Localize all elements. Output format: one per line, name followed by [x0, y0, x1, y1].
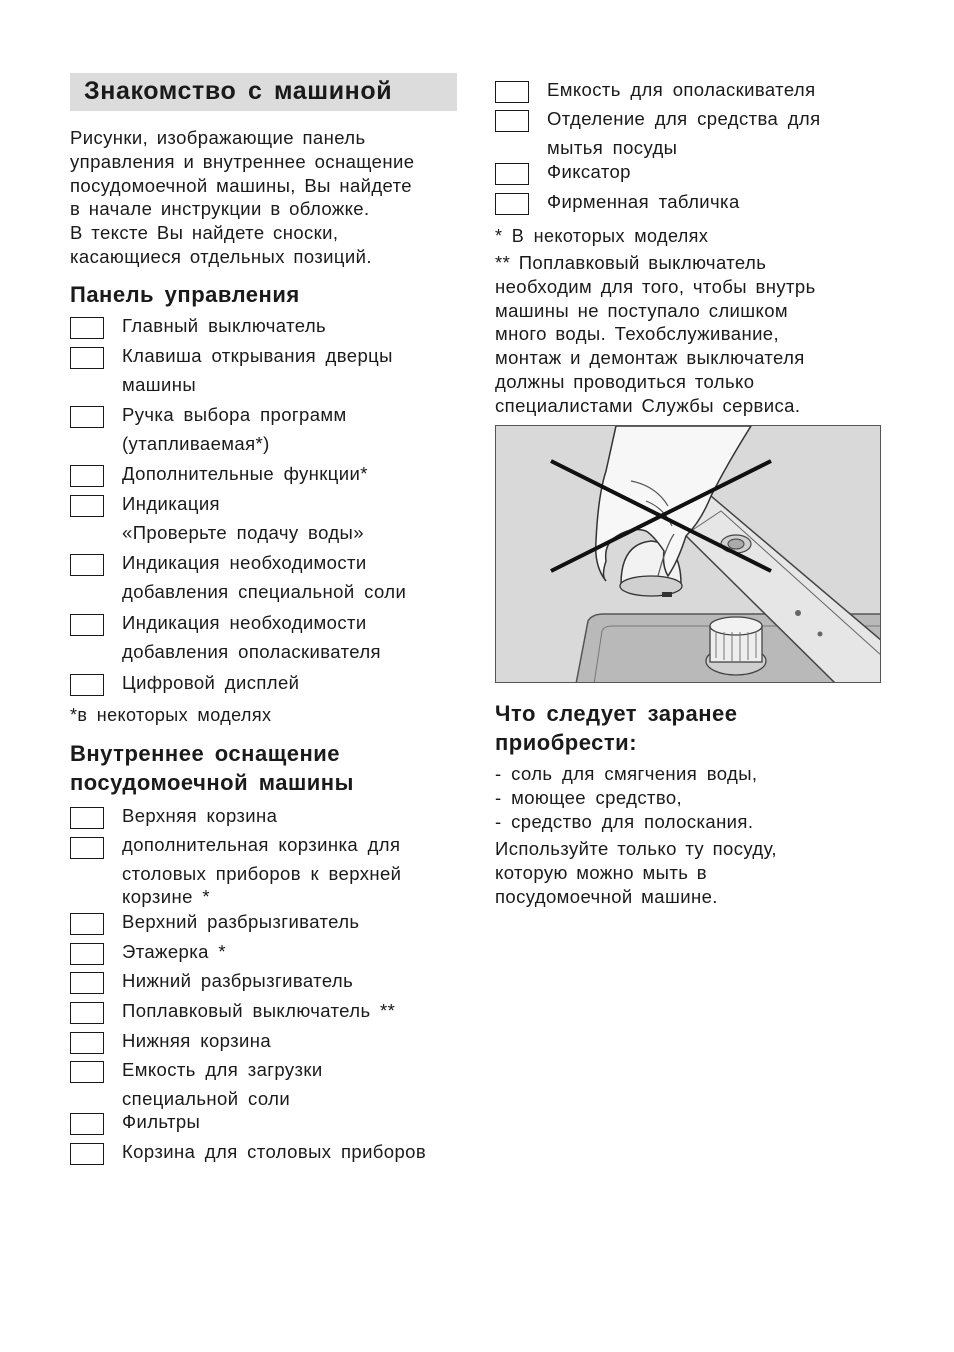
float-switch-note: ** Поплавковый выключатель необходим для того, чтобы внутрь машины не поступало слишком много воды. Техобслуживание, монтаж и демонтаж выключателя должны проводиться только специалистами Службы сервиса.	[495, 252, 816, 416]
checkbox[interactable]	[70, 1061, 104, 1083]
checkbox[interactable]	[70, 465, 104, 487]
checkbox[interactable]	[70, 347, 104, 369]
control-panel-heading: Панель управления	[70, 282, 300, 307]
item-label: Поплавковый выключатель **	[122, 1000, 396, 1021]
checkbox[interactable]	[70, 554, 104, 576]
intro-line: касающиеся отдельных позиций.	[70, 245, 372, 267]
checkbox[interactable]	[70, 1002, 104, 1024]
item-label: Нижняя корзина	[122, 1030, 272, 1051]
intro-line: в начале инструкции в обложке.	[70, 198, 370, 220]
float-switch-illustration	[495, 425, 881, 683]
list-item: - моющее средство,	[495, 787, 683, 808]
item-label: Отделение для средства для мытья посуды	[547, 108, 821, 158]
list-item: - средство для полоскания.	[495, 811, 754, 832]
page-title: Знакомство с машиной	[84, 77, 393, 105]
purchase-text: Используйте только ту посуду, которую можно мыть в посудомоечной машине.	[495, 838, 777, 907]
control-panel-footnote: *в некоторых моделях	[70, 705, 272, 725]
list-item: - соль для смягчения воды,	[495, 763, 758, 784]
intro-paragraph	[70, 126, 414, 269]
checkbox[interactable]	[70, 913, 104, 935]
checkbox[interactable]	[70, 317, 104, 339]
item-label: Емкость для ополаскивателя	[547, 79, 816, 100]
item-label: Фирменная табличка	[547, 191, 740, 212]
item-label: Верхняя корзина	[122, 805, 278, 826]
intro-line: Рисунки, изображающие панель	[70, 127, 366, 148]
item-label: Фиксатор	[547, 161, 631, 182]
checkbox[interactable]	[70, 837, 104, 859]
purchase-heading: Что следует заранее приобрести:	[495, 701, 738, 755]
checkbox[interactable]	[495, 110, 529, 132]
checkbox[interactable]	[70, 614, 104, 636]
purchase-list	[495, 762, 757, 834]
checkbox[interactable]	[70, 807, 104, 829]
intro-line: В тексте Вы найдете сноски,	[70, 222, 339, 244]
checkbox[interactable]	[70, 943, 104, 965]
item-label: Фильтры	[122, 1111, 201, 1132]
item-label: Этажерка *	[122, 941, 226, 962]
item-label: Емкость для загрузки специальной соли	[122, 1059, 323, 1109]
item-label: Индикация необходимости добавления ополаскивателя	[122, 612, 381, 662]
checkbox[interactable]	[70, 1143, 104, 1165]
item-label: Индикация «Проверьте подачу воды»	[122, 493, 364, 543]
item-label: Индикация необходимости добавления специальной соли	[122, 552, 407, 602]
checkbox[interactable]	[495, 81, 529, 103]
illustration-svg	[496, 426, 881, 683]
item-label: Ручка выбора программ (утапливаемая*)	[122, 404, 347, 454]
checkbox[interactable]	[495, 193, 529, 215]
page-title-bar	[70, 73, 457, 111]
interior-heading: Внутреннее оснащение посудомоечной машины	[70, 741, 354, 795]
checkbox[interactable]	[70, 972, 104, 994]
item-label: Клавиша открывания дверцы машины	[122, 345, 393, 395]
models-footnote: * В некоторых моделях	[495, 226, 709, 246]
intro-line: управления и внутреннее оснащение	[70, 150, 415, 172]
item-label: Главный выключатель	[122, 315, 327, 336]
checkbox[interactable]	[70, 674, 104, 696]
checkbox[interactable]	[70, 495, 104, 517]
item-label: Верхний разбрызгиватель	[122, 911, 360, 932]
checkbox[interactable]	[70, 406, 104, 428]
intro-line: посудомоечной машины, Вы найдете	[70, 174, 412, 196]
checkbox[interactable]	[70, 1113, 104, 1135]
checkbox[interactable]	[70, 1032, 104, 1054]
item-label: Цифровой дисплей	[122, 672, 300, 693]
item-label: Корзина для столовых приборов	[122, 1141, 427, 1162]
item-label: дополнительная корзинка для столовых приборов к верхней корзине *	[122, 834, 402, 907]
checkbox[interactable]	[495, 163, 529, 185]
item-label: Дополнительные функции*	[122, 463, 368, 484]
item-label: Нижний разбрызгиватель	[122, 970, 354, 991]
